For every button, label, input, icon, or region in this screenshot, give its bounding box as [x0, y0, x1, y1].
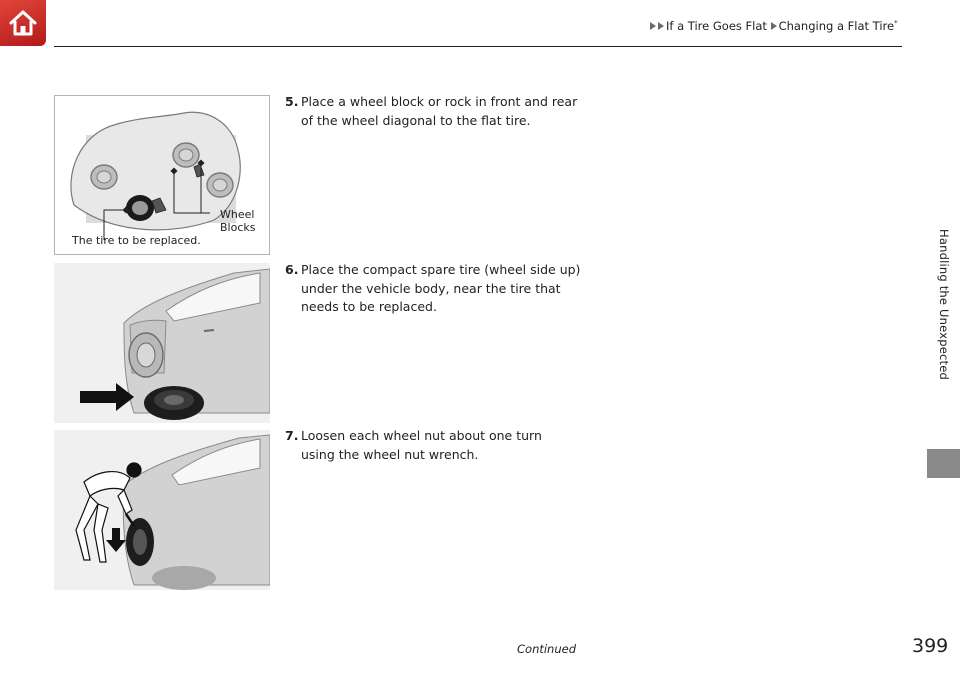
- page-number: 399: [912, 635, 949, 657]
- header-rule: [54, 46, 902, 47]
- arrow-icon: [650, 22, 656, 30]
- figure-loosen-wheel-nuts: [54, 430, 270, 590]
- step-text: Loosen each wheel nut about one turn: [301, 428, 542, 443]
- spare-tire-illustration: [54, 263, 270, 423]
- breadcrumb: [650, 19, 898, 33]
- step-number: 5.: [285, 94, 299, 109]
- section-tab-text: Handling the Unexpected: [937, 229, 951, 381]
- step-5: [285, 93, 585, 130]
- callout-wheel-blocks: [220, 208, 255, 234]
- wrench-illustration: [54, 430, 270, 590]
- step-7: [285, 427, 585, 464]
- figure-wheel-blocks: [54, 95, 270, 255]
- arrow-icon: [771, 22, 777, 30]
- step-text: needs to be replaced.: [301, 299, 437, 314]
- step-text: under the vehicle body, near the tire that: [301, 280, 561, 296]
- arrow-icon: [658, 22, 664, 30]
- section-tab-marker: [927, 449, 960, 478]
- callout-tire-to-replace: The tire to be replaced.: [72, 234, 201, 247]
- step-text: Place the compact spare tire (wheel side up): [301, 262, 581, 277]
- home-icon: [7, 7, 39, 39]
- breadcrumb-item[interactable]: Changing a Flat Tire: [778, 19, 895, 33]
- step-6: [285, 261, 585, 317]
- section-tab-label[interactable]: [934, 160, 954, 450]
- breadcrumb-item[interactable]: If a Tire Goes Flat: [666, 19, 767, 33]
- callout-line: Blocks: [220, 221, 256, 234]
- step-text: of the wheel diagonal to the flat tire.: [301, 112, 531, 128]
- step-text: Place a wheel block or rock in front and rear: [301, 94, 578, 109]
- callout-line: Wheel: [220, 208, 255, 221]
- home-button[interactable]: [0, 0, 46, 46]
- continued-label: Continued: [517, 642, 577, 656]
- footnote-mark: *: [894, 19, 898, 28]
- figure-spare-tire-placement: [54, 263, 270, 423]
- step-number: 7.: [285, 428, 299, 443]
- step-text: using the wheel nut wrench.: [301, 446, 479, 462]
- step-number: 6.: [285, 262, 299, 277]
